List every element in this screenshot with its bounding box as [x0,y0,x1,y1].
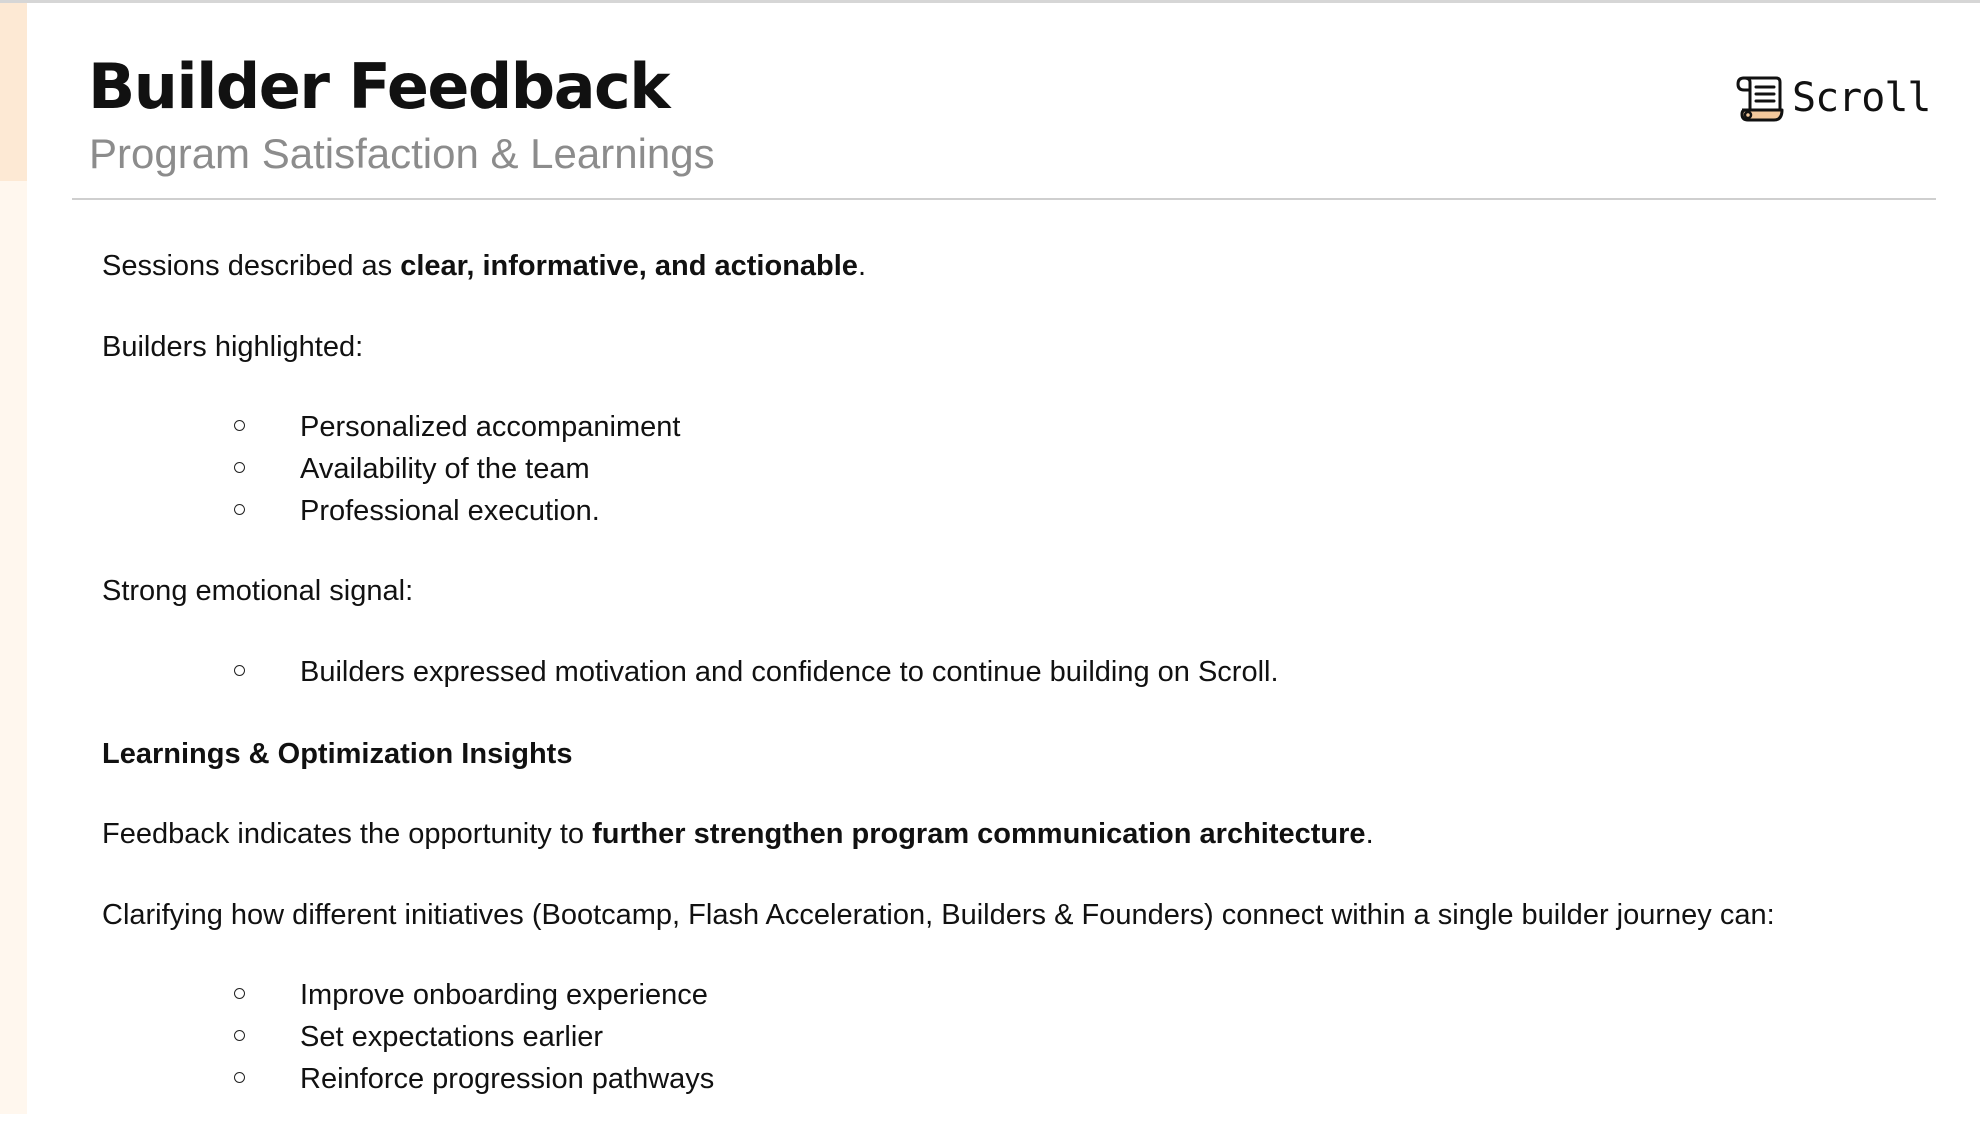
bullet-icon [234,420,245,431]
highlights-list [102,406,1922,532]
list-item [102,1016,1922,1058]
header-divider [72,198,1936,200]
list-item-text: Set expectations earlier [300,1021,604,1053]
list-item [102,974,1922,1016]
feedback-emphasis: further strengthen program communication architecture [592,818,1366,850]
feedback-paragraph [102,813,1922,855]
outcomes-list [102,974,1922,1100]
feedback-period: . [1365,818,1374,850]
sessions-period: . [857,250,866,282]
bullet-icon [234,988,245,999]
bullet-icon [234,504,245,515]
list-item [102,651,1922,693]
bullet-icon [234,462,245,473]
list-item-text: Professional execution. [300,495,600,527]
side-accent [0,3,27,181]
list-item [102,490,1922,532]
content-body [102,245,1922,1138]
scroll-icon [1730,70,1786,126]
signal-list [102,651,1922,693]
top-rule [0,0,1980,3]
list-item [102,1058,1922,1100]
sessions-paragraph [102,245,1922,287]
list-item [102,406,1922,448]
list-item [102,448,1922,490]
page-title: Builder Feedback [88,50,670,123]
page-subtitle: Program Satisfaction & Learnings [89,130,715,177]
bullet-icon [234,665,245,676]
feedback-text: Feedback indicates the opportunity to [102,818,593,850]
signal-label: Strong emotional signal: [102,575,414,607]
bullet-icon [234,1030,245,1041]
list-item-text: Improve onboarding experience [300,979,708,1011]
learnings-heading: Learnings & Optimization Insights [102,738,573,770]
sessions-emphasis: clear, informative, and actionable [400,250,858,282]
clarifying-paragraph: Clarifying how different initiatives (Bootcamp, Flash Acceleration, Builders & Founders) connect within a single builder journey can: [102,899,1775,931]
highlights-label: Builders highlighted: [102,331,364,363]
list-item-text: Builders expressed motivation and confidence to continue building on Scroll. [300,656,1279,688]
list-item-text: Availability of the team [300,453,590,485]
logo-text: Scroll [1792,75,1931,121]
list-item-text: Personalized accompaniment [300,411,681,443]
bullet-icon [234,1072,245,1083]
scroll-logo [1730,70,1931,126]
list-item-text: Reinforce progression pathways [300,1063,715,1095]
sessions-text: Sessions described as [102,250,401,282]
